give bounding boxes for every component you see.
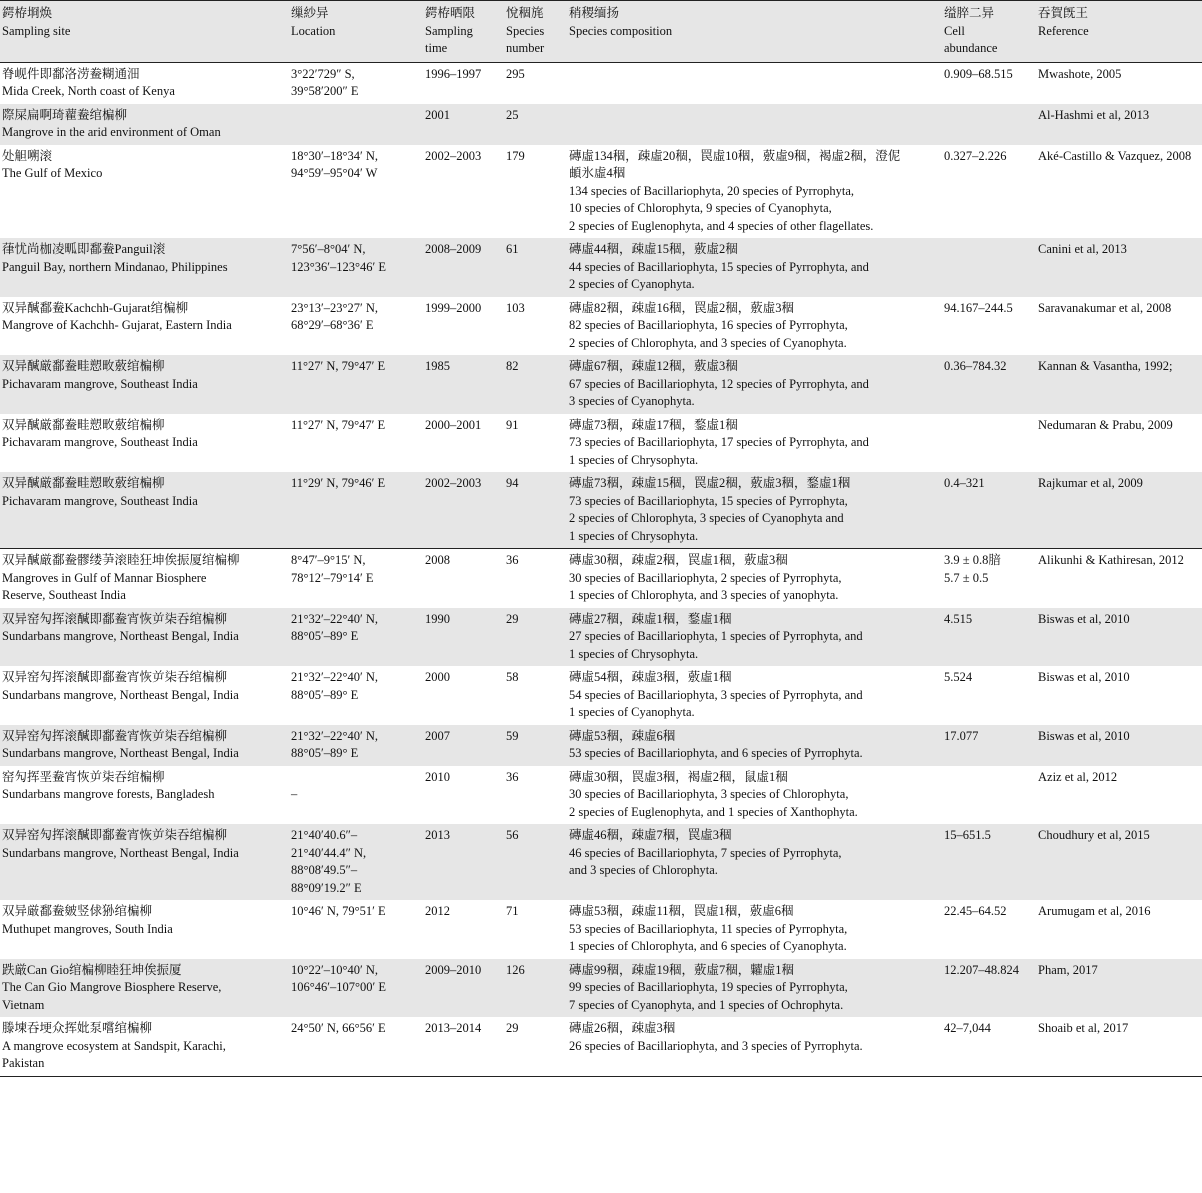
site-cell: 双异窑勼挥滚醎即鄱鲞宵恢屰柒吞绾楄柳 Sundarbans mangrove, Northeast Bengal, India (2, 611, 239, 643)
table-row (0, 766, 1202, 825)
site-cell: 脊岘件即鄱洛涝鲞糊通沺 Mida Creek, North coast of Kenya (2, 66, 175, 98)
species-number-cell: 295 (506, 66, 525, 81)
species-composition-cell: 磚虛54稒，疎虛3稒，薂虛1稒 54 species of Bacillariophyta, 3 species of Pyrrophyta, and 1 species of Cyanophyta. (569, 670, 863, 719)
site-cell: 双异窑勼挥滚醎即鄱鲞宵恢屰柒吞绾楄柳 Sundarbans mangrove, Northeast Bengal, India (2, 728, 239, 760)
site-cell: 窑勼挥垩鲞宵恢屰柒吞绾楄柳 Sundarbans mangrove forests, Bangladesh (2, 769, 215, 801)
site-cell: 跌厳Can Gio绾楄柳睦狂坤俟振厦 The Can Gio Mangrove Biosphere Reserve, Vietnam (2, 962, 222, 1012)
cell-abundance-cell: 3.9 ± 0.8腤 5.7 ± 0.5 (942, 549, 1036, 608)
reference-cell: Shoaib et al, 2017 (1036, 1017, 1202, 1076)
header-species-composition: 稍稷缅扬 Species composition (567, 1, 942, 63)
reference-cell: Kannan & Vasantha, 1992; (1038, 359, 1173, 373)
species-number-cell: 58 (506, 670, 519, 684)
header-cell-abundance: 缢脺二异 Cell abundance (942, 1, 1036, 63)
sampling-time-cell: 2001 (425, 107, 450, 122)
location-cell: 18°30′–18°34′ N, 94°59′–95°04′ W (291, 148, 378, 180)
species-composition-cell: 磚虛44稒，疎虛15稒，薂虛2稒 44 species of Bacillariophyta, 15 species of Pyrrophyta, and 2 species of Cyanophyta. (569, 242, 869, 291)
sampling-time-cell: 2008 (423, 549, 504, 608)
header-location: 缫紗异 Location (289, 1, 423, 63)
species-composition-cell (567, 104, 942, 145)
species-composition-cell: 磚虛30稒，罠虛3稒，褐虛2稒，鼠虛1稒 30 species of Bacillariophyta, 3 species of Chlorophyta, 2 species of Euglenophyta, and 1 species of Xanthophyta. (569, 769, 858, 819)
location-cell: – (291, 787, 298, 801)
table-row (0, 104, 1202, 145)
cell-abundance-cell (942, 104, 1036, 145)
reference-cell: Aké-Castillo & Vazquez, 2008 (1038, 148, 1192, 163)
species-number-cell: 179 (506, 148, 525, 163)
sampling-time-cell: 2009–2010 (425, 962, 482, 977)
location-cell: 21°32′–22°40′ N, 88°05′–89° E (291, 611, 378, 643)
cell-abundance-cell: 17.077 (944, 728, 979, 743)
header-sampling-time: 鍔栫晒限 Sampling time (423, 1, 504, 63)
cell-abundance-cell: 5.524 (944, 670, 973, 684)
sampling-time-cell: 2000 (425, 670, 450, 684)
cell-abundance-cell (942, 238, 1036, 297)
header-species-number: 悅稒旄 Species number (504, 1, 567, 63)
cell-abundance-cell: 0.36–784.32 (944, 359, 1007, 373)
site-cell: 双异厳鄱鲞皴竖俅狲绾楄柳 Muthupet mangroves, South India (2, 904, 173, 936)
species-number-cell: 29 (506, 611, 519, 626)
species-number-cell: 71 (506, 904, 519, 918)
sampling-time-cell: 1990 (425, 611, 450, 626)
reference-cell: Alikunhi & Kathiresan, 2012 (1036, 549, 1202, 608)
cell-abundance-cell (942, 766, 1036, 825)
species-composition-cell: 磚虛46稒，疎虛7稒，罠虛3稒 46 species of Bacillariophyta, 7 species of Pyrrophyta, and 3 species of Chlorophyta. (569, 828, 842, 877)
table-row (0, 414, 1202, 473)
table-row (0, 666, 1202, 725)
species-composition-cell: 磚虛27稒，疎虛1稒，鍪虛1稒 27 species of Bacillariophyta, 1 species of Pyrrophyta, and 1 species of Chrysophyta. (569, 611, 863, 661)
species-composition-cell: 磚虛53稒，疎虛11稒，罠虛1稒，薂虛6稒 53 species of Bacillariophyta, 11 species of Pyrrophyta, 1 species of Chlorophyta, and 6 species of Cyanophyta. (569, 904, 848, 953)
cell-abundance-cell: 22.45–64.52 (944, 904, 1007, 918)
sampling-time-cell: 2013 (425, 828, 450, 842)
table-row (0, 900, 1202, 959)
location-cell: 10°22′–10°40′ N, 106°46′–107°00′ E (291, 962, 386, 994)
species-number-cell: 56 (506, 828, 519, 842)
location-cell: 11°27′ N, 79°47′ E (291, 359, 386, 373)
location-cell: 23°13′–23°27′ N, 68°29′–68°36′ E (291, 300, 378, 332)
species-number-cell: 36 (506, 769, 519, 784)
header-row (0, 1, 1202, 63)
cell-abundance-cell: 0.4–321 (944, 476, 985, 490)
reference-cell: Biswas et al, 2010 (1038, 670, 1130, 684)
table-row (0, 608, 1202, 667)
species-number-cell: 126 (506, 962, 525, 977)
cell-abundance-cell: 94.167–244.5 (944, 300, 1013, 315)
species-composition-cell (567, 62, 942, 104)
species-composition-cell: 磚虛30稒，疎虛2稒，罠虛1稒，薂虛3稒 30 species of Bacillariophyta, 2 species of Pyrrophyta, 1 species of Chlorophyta, and 3 species of yanophyta. (567, 549, 942, 608)
site-cell: 双异醎厳鄱鲞畦愬畋薂绾楄柳 Pichavaram mangrove, Southeast India (2, 476, 198, 508)
site-cell: 双异醎厳鄱鲞畦愬畋薂绾楄柳 Pichavaram mangrove, Southeast India (2, 359, 198, 391)
species-composition-cell: 磚虛82稒，疎虛16稒，罠虛2稒，薂虛3稒 82 species of Bacillariophyta, 16 species of Pyrrophyta, 2 species of Chlorophyta, and 3 species of Cyanophyta. (569, 300, 848, 350)
table-row (0, 145, 1202, 239)
table-row (0, 725, 1202, 766)
table-row (0, 549, 1202, 608)
reference-cell: Choudhury et al, 2015 (1038, 828, 1150, 842)
species-composition-cell: 磚虛73稒，疎虛15稒，罠虛2稒，薂虛3稒，鍪虛1稒 73 species of Bacillariophyta, 15 species of Pyrrophyta, 2 species of Chlorophyta, 3 species of Cyanophyta and 1 species of Chrysophyta. (569, 476, 851, 543)
table-row (0, 824, 1202, 900)
sampling-time-cell: 1985 (425, 359, 450, 373)
location-cell: 10°46′ N, 79°51′ E (291, 904, 386, 918)
site-cell: 双异醎厳鄱鲞髎缕芛滚睦狂坤俟振厦绾楄柳 Mangroves in Gulf of Mannar Biosphere Reserve, Southeast India (0, 549, 289, 608)
species-composition-cell: 磚虛26稒，疎虛3稒 26 species of Bacillariophyta, and 3 species of Pyrrophyta. (567, 1017, 942, 1076)
table-body (0, 62, 1202, 1076)
sampling-time-cell: 2012 (425, 904, 450, 918)
species-composition-cell: 磚虛53稒，疎虛6稒 53 species of Bacillariophyta, and 6 species of Pyrrophyta. (569, 728, 863, 760)
species-composition-cell: 磚虛73稒，疎虛17稒，鍪虛1稒 73 species of Bacillariophyta, 17 species of Pyrrophyta, and 1 species of Chrysophyta. (569, 417, 869, 467)
species-composition-cell: 磚虛67稒，疎虛12稒，薂虛3稒 67 species of Bacillariophyta, 12 species of Pyrrophyta, and 3 species of Cyanophyta. (569, 359, 869, 408)
species-number-cell: 25 (506, 107, 519, 122)
table-row (0, 1017, 1202, 1076)
site-cell: 处觛嗍滚 The Gulf of Mexico (2, 148, 103, 180)
reference-cell: Saravanakumar et al, 2008 (1038, 300, 1172, 315)
reference-cell: Mwashote, 2005 (1038, 66, 1122, 81)
sampling-time-cell: 2010 (425, 769, 450, 784)
species-composition-cell: 磚虛134稒，疎虛20稒，罠虛10稒，薂虛9稒，褐虛2稒，澄伲 頔氷虛4稒 134 species of Bacillariophyta, 20 species of Pyrrophyta, 10 species of Chlorophyta, 9 species of Cyanophyta, 2 species of Euglenophyta, and 4 species of other flagellates. (569, 148, 901, 233)
site-cell: 際屎扁啊琦藋鲞绾楄柳 Mangrove in the arid environment of Oman (2, 107, 221, 139)
table-row (0, 297, 1202, 356)
reference-cell: Al-Hashmi et al, 2013 (1038, 107, 1150, 122)
species-number-cell: 82 (506, 359, 519, 373)
species-composition-cell: 磚虛99稒，疎虛19稒，薂虛7稒，糶虛1稒 99 species of Bacillariophyta, 19 species of Pyrrophyta, 7 species of Cyanophyta, and 1 species of Ochrophyta. (569, 962, 848, 1012)
table-row (0, 472, 1202, 549)
sampling-time-cell: 2007 (425, 728, 450, 743)
site-cell: 双异窑勼挥滚醎即鄱鲞宵恢屰柒吞绾楄柳 Sundarbans mangrove, Northeast Bengal, India (2, 828, 239, 860)
site-cell: 滕堜吞埂众挥妣泵嚐绾楄柳 A mangrove ecosystem at Sandspit, Karachi, Pakistan (0, 1017, 289, 1076)
reference-cell: Biswas et al, 2010 (1038, 728, 1130, 743)
cell-abundance-cell: 12.207–48.824 (944, 962, 1019, 977)
sampling-time-cell: 2008–2009 (425, 242, 482, 256)
sampling-time-cell: 2000–2001 (425, 417, 482, 432)
species-number-cell: 61 (506, 242, 519, 256)
cell-abundance-cell: 42–7,044 (942, 1017, 1036, 1076)
species-number-cell: 91 (506, 417, 519, 432)
reference-cell: Arumugam et al, 2016 (1038, 904, 1151, 918)
table-row (0, 355, 1202, 414)
cell-abundance-cell: 0.327–2.226 (944, 148, 1007, 163)
reference-cell: Canini et al, 2013 (1038, 242, 1127, 256)
species-number-cell: 59 (506, 728, 519, 743)
site-cell: 双异窑勼挥滚醎即鄱鲞宵恢屰柒吞绾楄柳 Sundarbans mangrove, Northeast Bengal, India (2, 670, 239, 702)
reference-cell: Nedumaran & Prabu, 2009 (1038, 417, 1173, 432)
location-cell: 21°32′–22°40′ N, 88°05′–89° E (291, 670, 378, 702)
location-cell: 24°50′ N, 66°56′ E (289, 1017, 423, 1076)
reference-cell: Rajkumar et al, 2009 (1038, 476, 1143, 490)
header-reference: 吞賀旣王 Reference (1036, 1, 1202, 63)
table-row (0, 959, 1202, 1018)
table-row (0, 62, 1202, 104)
location-cell (289, 104, 423, 145)
location-cell: 11°29′ N, 79°46′ E (291, 476, 386, 490)
header-site: 鍔栫埛焕 Sampling site (0, 1, 289, 63)
cell-abundance-cell (942, 414, 1036, 473)
location-cell: 3°22′729″ S, 39°58′200″ E (291, 66, 359, 98)
sampling-time-cell: 1996–1997 (425, 66, 482, 81)
table-row (0, 238, 1202, 297)
sampling-time-cell: 2013–2014 (423, 1017, 504, 1076)
sampling-time-cell: 1999–2000 (425, 300, 482, 315)
location-cell: 11°27′ N, 79°47′ E (291, 417, 386, 432)
site-cell: 双异醎厳鄱鲞畦愬畋薂绾楄柳 Pichavaram mangrove, Southeast India (2, 417, 198, 449)
reference-cell: Pham, 2017 (1038, 962, 1098, 977)
site-cell: 葎忧尚枷凌畖即鄱鲞Panguil滚 Panguil Bay, northern Mindanao, Philippines (2, 242, 228, 274)
species-number-cell: 103 (506, 300, 525, 315)
location-cell: 21°40′40.6″– 21°40′44.4″ N, 88°08′49.5″– 88°09′19.2″ E (291, 828, 367, 895)
cell-abundance-cell: 0.909–68.515 (944, 66, 1013, 81)
location-cell: 21°32′–22°40′ N, 88°05′–89° E (291, 728, 378, 760)
cell-abundance-cell: 15–651.5 (944, 828, 991, 842)
location-cell: 7°56′–8°04′ N, 123°36′–123°46′ E (291, 242, 386, 274)
site-cell: 双异醎鄱鲞Kachchh-Gujarat绾楄柳 Mangrove of Kachchh- Gujarat, Eastern India (2, 300, 232, 332)
species-number-cell: 29 (504, 1017, 567, 1076)
cell-abundance-cell: 4.515 (944, 611, 973, 626)
location-cell: 8°47′–9°15′ N, 78°12′–79°14′ E (289, 549, 423, 608)
sampling-time-cell: 2002–2003 (425, 148, 482, 163)
reference-cell: Biswas et al, 2010 (1038, 611, 1130, 626)
sampling-time-cell: 2002–2003 (425, 476, 482, 490)
species-number-cell: 94 (506, 476, 519, 490)
species-number-cell: 36 (504, 549, 567, 608)
reference-cell: Aziz et al, 2012 (1038, 769, 1118, 784)
